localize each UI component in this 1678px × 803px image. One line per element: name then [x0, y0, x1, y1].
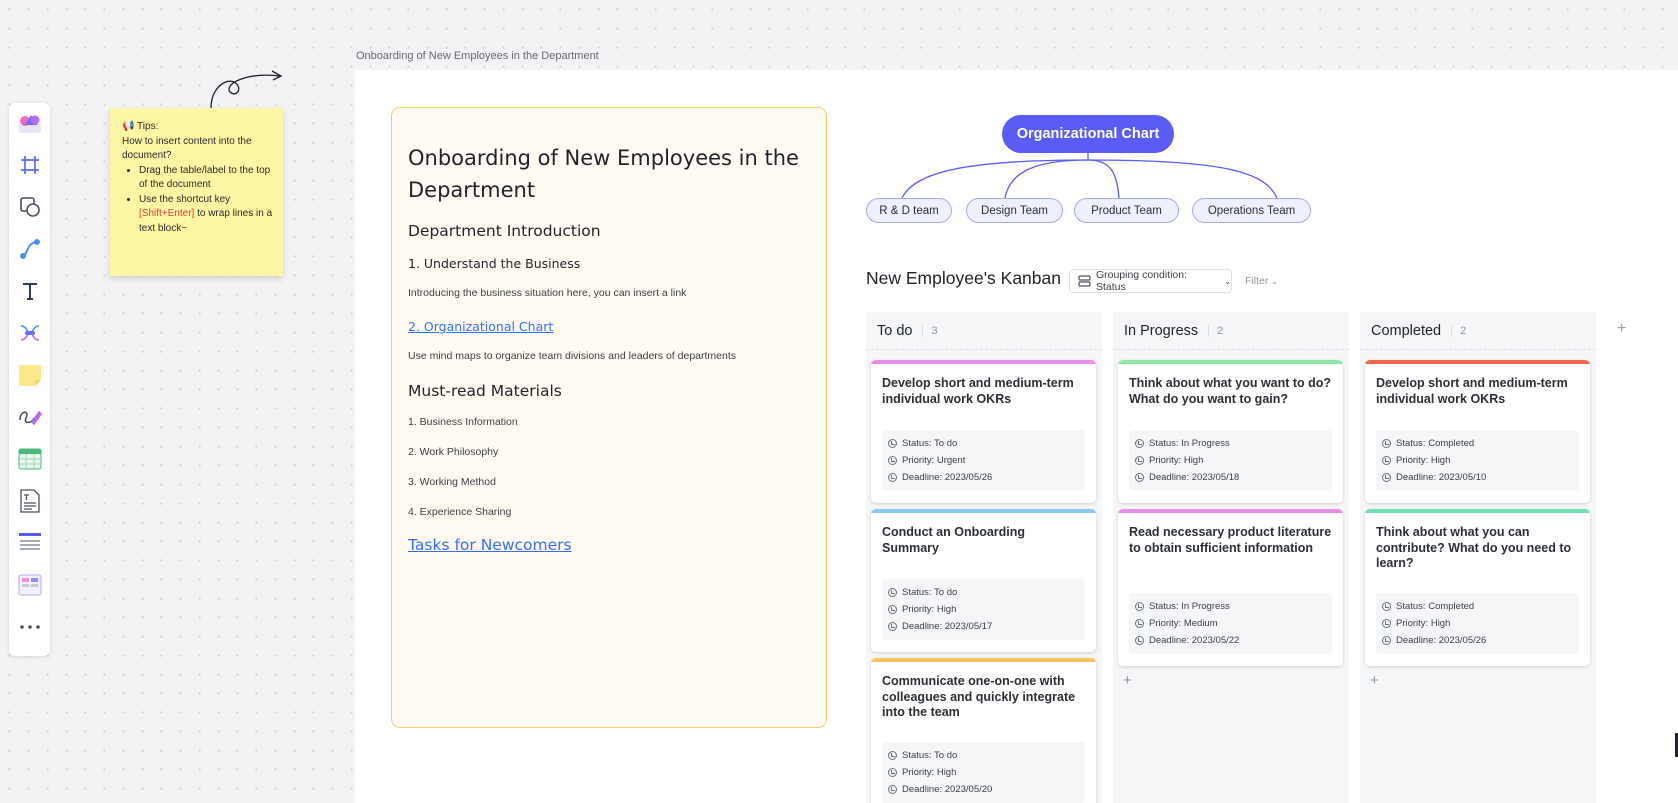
priority-icon — [888, 768, 897, 777]
doc-org-text: Use mind maps to organize team divisions and leaders of departments — [408, 350, 737, 362]
clock-icon — [1135, 473, 1144, 482]
list-icon[interactable] — [17, 530, 43, 556]
status-icon — [1382, 439, 1391, 448]
card-deadline: Deadline: 2023/05/26 — [1396, 635, 1487, 646]
clock-icon — [888, 785, 897, 794]
tips-sticky-note[interactable] — [110, 108, 283, 276]
mindmap-icon[interactable] — [17, 320, 43, 346]
org-chart-root-node[interactable]: Organizational Chart — [1002, 115, 1174, 153]
frame-title[interactable]: Onboarding of New Employees in the Department — [356, 50, 599, 62]
card-deadline-row — [1382, 632, 1571, 649]
tips-bullet-text: Use the shortcut key — [139, 193, 231, 205]
tips-bullet: • Drag the table/label to the top of the document — [139, 164, 273, 193]
priority-icon — [888, 456, 897, 465]
kanban-column-todo — [866, 312, 1102, 803]
connector-icon[interactable] — [17, 236, 43, 262]
clock-icon — [1135, 636, 1144, 645]
sticky-note-icon[interactable] — [17, 362, 43, 388]
column-count: 2 — [1451, 325, 1466, 337]
shapes-library-icon[interactable] — [17, 110, 43, 136]
card-status: Status: To do — [902, 438, 958, 449]
hand-drawn-arrow-icon — [206, 68, 286, 110]
card-title: Conduct an Onboarding Summary — [882, 525, 1026, 555]
kanban-card[interactable] — [871, 360, 1096, 503]
card-priority-row — [888, 601, 1077, 618]
tips-bullet-text: to wrap lines in a text block~ — [139, 208, 273, 234]
chevron-down-icon: ⌄ — [1271, 277, 1278, 286]
left-toolbar — [9, 103, 50, 656]
card-priority-row — [1382, 452, 1571, 469]
card-deadline-row — [888, 469, 1077, 486]
table-icon[interactable] — [17, 446, 43, 472]
card-priority-row — [888, 764, 1077, 781]
org-chart-link[interactable]: 2. Organizational Chart — [408, 319, 554, 334]
card-title: Develop short and medium-term individual work OKRs — [1376, 376, 1568, 406]
column-header[interactable] — [1113, 312, 1349, 350]
card-status: Status: To do — [902, 750, 958, 761]
org-node-design-team[interactable]: Design Team — [966, 198, 1063, 223]
grouping-condition-dropdown[interactable] — [1069, 269, 1232, 293]
filter-dropdown[interactable] — [1245, 275, 1278, 287]
priority-icon — [888, 605, 897, 614]
clock-icon — [888, 622, 897, 631]
card-status: Status: Completed — [1396, 438, 1475, 449]
shape-icon[interactable] — [17, 194, 43, 220]
kanban-card[interactable] — [871, 509, 1096, 652]
card-priority-row — [1382, 615, 1571, 632]
card-deadline: Deadline: 2023/05/20 — [902, 784, 993, 795]
card-priority: Priority: High — [1149, 455, 1204, 466]
card-title: Develop short and medium-term individual work OKRs — [882, 376, 1074, 406]
card-meta — [882, 742, 1085, 803]
card-status-row — [1382, 598, 1571, 615]
status-icon — [1135, 602, 1144, 611]
card-status-row — [1382, 435, 1571, 452]
card-deadline-row — [888, 781, 1077, 798]
org-chart-connectors — [845, 152, 1305, 202]
card-meta — [1376, 593, 1579, 654]
card-status-row — [1135, 435, 1324, 452]
doc-intro-heading: Department Introduction — [408, 222, 601, 240]
doc-understand-text: Introducing the business situation here, you can insert a link — [408, 287, 687, 299]
frame-icon[interactable] — [17, 152, 43, 178]
doc-understand-heading: 1. Understand the Business — [408, 256, 581, 271]
card-priority-row — [888, 452, 1077, 469]
grouping-label: Grouping condition: Status — [1095, 269, 1188, 293]
tips-question: How to insert content into the document? — [122, 135, 252, 161]
card-status-row — [888, 584, 1077, 601]
card-priority: Priority: High — [1396, 455, 1451, 466]
status-icon — [1382, 602, 1391, 611]
card-deadline-row — [1382, 469, 1571, 486]
card-status: Status: In Progress — [1149, 438, 1230, 449]
kanban-card[interactable] — [871, 658, 1096, 803]
column-header[interactable] — [1360, 312, 1596, 350]
card-deadline-row — [888, 618, 1077, 635]
chevron-down-icon: ⌄ — [1224, 276, 1231, 286]
card-title: Communicate one-on-one with colleagues and quickly integrate into the team — [882, 674, 1076, 719]
card-deadline-row — [1135, 469, 1324, 486]
status-icon — [1135, 439, 1144, 448]
column-name: Completed — [1371, 322, 1442, 339]
card-priority: Priority: High — [1396, 618, 1451, 629]
add-column-button[interactable]: + — [1617, 320, 1627, 337]
card-status-row — [888, 747, 1077, 764]
status-icon — [888, 439, 897, 448]
shortcut-key: [Shift+Enter] — [139, 208, 195, 219]
kanban-icon[interactable] — [17, 572, 43, 598]
card-meta — [1129, 593, 1332, 654]
card-deadline: Deadline: 2023/05/22 — [1149, 635, 1240, 646]
status-icon — [888, 751, 897, 760]
doc-title: Onboarding of New Employees in the Department — [408, 146, 799, 202]
column-header[interactable] — [866, 312, 1102, 350]
card-status: Status: To do — [902, 587, 958, 598]
material-item: 3. Working Method — [408, 476, 496, 488]
org-node-product-team[interactable]: Product Team — [1074, 198, 1179, 223]
card-meta — [1129, 430, 1332, 491]
card-status-row — [888, 435, 1077, 452]
text-icon[interactable] — [17, 278, 43, 304]
kanban-column-completed — [1360, 312, 1596, 803]
card-status: Status: Completed — [1396, 601, 1475, 612]
card-meta — [1376, 430, 1579, 491]
filter-label: Filter — [1245, 275, 1269, 287]
pen-icon[interactable] — [17, 404, 43, 430]
clock-icon — [1382, 473, 1391, 482]
card-deadline: Deadline: 2023/05/10 — [1396, 472, 1487, 483]
column-name: In Progress — [1124, 322, 1199, 339]
kanban-card[interactable] — [1118, 360, 1343, 503]
org-node-rd-team[interactable]: R & D team — [866, 198, 952, 223]
priority-icon — [1382, 456, 1391, 465]
material-item: 2. Work Philosophy — [408, 446, 499, 458]
card-title: Think about what you can contribute? What do you need to learn? — [1376, 525, 1572, 570]
kanban-title: New Employee's Kanban — [866, 268, 1061, 288]
priority-icon — [1382, 619, 1391, 628]
board-frame — [355, 70, 1678, 803]
status-icon — [888, 588, 897, 597]
card-deadline: Deadline: 2023/05/18 — [1149, 472, 1240, 483]
card-deadline: Deadline: 2023/05/17 — [902, 621, 993, 632]
card-priority-row — [1135, 615, 1324, 632]
card-priority-row — [1135, 452, 1324, 469]
kanban-card[interactable] — [1118, 509, 1343, 666]
kanban-card[interactable] — [1365, 509, 1590, 666]
add-card-button[interactable]: + — [1123, 672, 1132, 689]
doc-materials-heading: Must-read Materials — [408, 382, 562, 400]
card-deadline-row — [1135, 632, 1324, 649]
tips-label: 📢 Tips: — [122, 121, 159, 132]
tips-bullet — [139, 193, 273, 237]
card-priority: Priority: High — [902, 767, 957, 778]
card-meta — [882, 579, 1085, 640]
more-icon[interactable] — [17, 614, 43, 640]
card-deadline: Deadline: 2023/05/26 — [902, 472, 993, 483]
kanban-column-in-progress — [1113, 312, 1349, 803]
card-status-row — [1135, 598, 1324, 615]
priority-icon — [1135, 456, 1144, 465]
clock-icon — [888, 473, 897, 482]
material-item: 1. Business Information — [408, 416, 518, 428]
org-node-operations-team[interactable]: Operations Team — [1192, 198, 1311, 223]
add-card-button[interactable]: + — [1370, 672, 1379, 689]
card-status: Status: In Progress — [1149, 601, 1230, 612]
kanban-card[interactable] — [1365, 360, 1590, 503]
card-priority: Priority: Urgent — [902, 455, 966, 466]
column-count: 3 — [922, 325, 937, 337]
material-item: 4. Experience Sharing — [408, 506, 512, 518]
column-count: 2 — [1208, 325, 1223, 337]
document-card[interactable] — [391, 107, 827, 728]
document-icon[interactable] — [17, 488, 43, 514]
card-meta — [882, 430, 1085, 491]
grouping-icon — [1078, 275, 1091, 287]
priority-icon — [1135, 619, 1144, 628]
column-name: To do — [877, 322, 913, 339]
card-title: Read necessary product literature to obtain sufficient information — [1129, 525, 1332, 555]
card-priority: Priority: High — [902, 604, 957, 615]
tasks-link[interactable]: Tasks for Newcomers — [408, 536, 572, 554]
card-title: Think about what you want to do? What do you want to gain? — [1129, 376, 1332, 406]
card-priority: Priority: Medium — [1149, 618, 1218, 629]
clock-icon — [1382, 636, 1391, 645]
